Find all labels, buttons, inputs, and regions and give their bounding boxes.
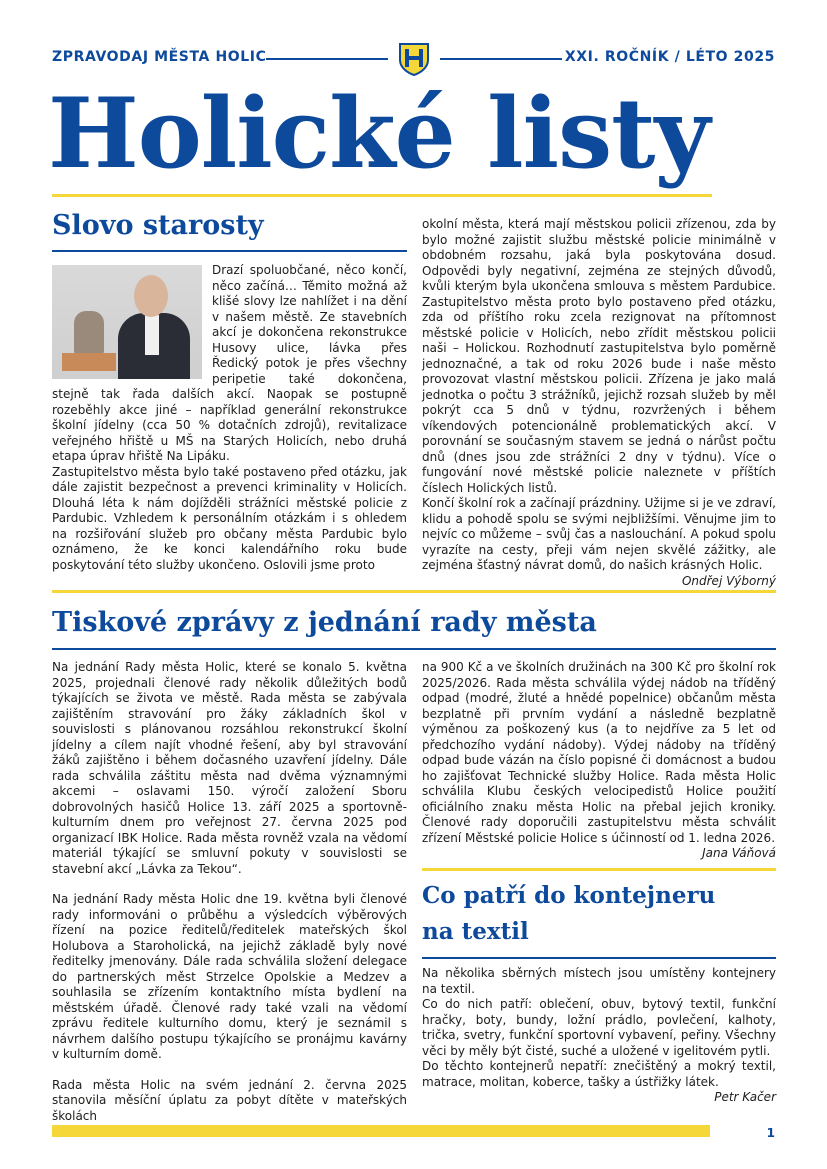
section-title-textil-line2: na textil: [422, 918, 529, 945]
section-title-slovo-starosty: Slovo starosty: [52, 210, 264, 241]
holice-crest-icon: [398, 42, 430, 76]
tiskove-paragraph-3: Rada města Holic na svém jednání 2. června 2025 stanovila měsíční úplatu za pobyt dítěte v mateřských školách: [52, 1077, 407, 1123]
section-divider: [52, 590, 776, 593]
slovo-paragraph-1: Drazí spoluobčané, něco končí, něco začíná… Těmito možná až klišé slovy lze nahlížet i na dění v našem městě. Ze stavebních akcí je dokončena rekonstrukce Husovy ulice, lávka přes Ředický potok je přes všechny peripetie také dokončena, stejně tak řada dalších akcí. Naopak se postupně rozeběhly akce jiné – například generální rekonstrukce školní jídelny (cca 50 % dotačních zdrojů), revitalizace veřejného hřiště u MŠ na Starých Holicích, nebo druhá etapa úprav hřiště Na Lipáku.: [52, 263, 407, 463]
page-number: 1: [766, 1126, 775, 1140]
textil-top-divider: [422, 868, 776, 871]
header-divider-left: [266, 58, 388, 60]
slovo-left-column: [52, 263, 407, 573]
tiskove-paragraph-4: na 900 Kč a ve školních družinách na 300 Kč pro školní rok 2025/2026. Rada města schválila výdej nádob na tříděný odpad (modré, žluté a hnědé popelnice) občanům města bezplatně při prvním vydání a následně bezplatně výměnou za poškozený kus (a to nejdříve za 5 let od předchozího vydání nádoby). Výdej nádoby na tříděný odpad bude vázán na číslo popisné či domácnost a budou ho zajišťovat Technické služby Holice. Rada města Holic schválila Klubu českých velocipedistů Holice použití oficiálního znaku města Holic na přebal jejich kroniky. Členové rady doporučili zastupitelstvu města schválit zřízení Městské policie Holice s účinností od 1. ledna 2026.: [422, 660, 776, 845]
section-title-textil-line1: Co patří do kontejneru: [422, 882, 716, 909]
slovo-paragraph-4: Končí školní rok a začínají prázdniny. Užijme si je ve zdraví, klidu a pohodě spolu se svými nejbližšími. Věnujme jim to nejvíc co můžeme – svůj čas a naslouchání. A pokud spolu vyrazíte na cesty, přeji vám nejen skvělé zážitky, ale zejména šťastný návrat domů, do našich krásných Holic.: [422, 496, 776, 572]
tiskove-paragraph-1: Na jednání Rady města Holic, které se konalo 5. května 2025, projednali členové rady několik důležitých bodů týkajících se života ve městě. Rada města se zabývala zajištěním stravování pro žáky základních škol v souvislosti s plánovanou rozsáhlou rekonstrukcí školní jídelny a cílem najít vhodné řešení, aby byl stravování žáků zajištěno i během dočasného uzavření jídelny. Dále rada schválila záštitu města nad dvěma významnými akcemi – oslavami 150. výročí založení Sboru dobrovolných hasičů Holice 13. září 2025 a sportovně-kulturním dnem pro veřejnost 27. června 2025 pod organizací IBK Holice. Rada města rovněž vzala na vědomí materiál týkající se smluvní pokuty v souvislosti se stavební akcí „Lávka za Tekou“.: [52, 660, 407, 876]
section-underline-textil: [422, 957, 776, 959]
slovo-signature: Ondřej Výborný: [681, 573, 776, 588]
section-underline-slovo: [52, 250, 407, 252]
slovo-right-column: [422, 217, 776, 589]
publication-name: ZPRAVODAJ MĚSTA HOLIC: [52, 49, 267, 65]
slovo-paragraph-2: Zastupitelstvo města bylo také postaveno před otázku, jak dále zajistit bezpečnost a prevenci kriminality v Holicích. Dlouhá léta k nám dojížděli strážníci městské policie z Pardubic. Vzhledem k personálním otázkám i s ohledem na rozšiřování služeb pro občany města Pardubic bylo oznámeno, že ke konci kalendářního roku bude poskytování této služby ukončeno. Oslovili jsme proto: [52, 464, 407, 572]
tiskove-right-column: [422, 660, 776, 862]
slovo-paragraph-3: okolní města, která mají městskou policii zřízenou, zda by bylo možné zajistit službu městské policie minimálně v obdobném rozsahu, jaká byla poskytována dosud. Odpovědi byly negativní, zejména ze stejných důvodů, kvůli kterým byla ukončena smlouva s městem Pardubice. Zastupitelstvo města proto bylo postaveno před otázku, zda od příštího roku zcela rezignovat na přítomnost městské policie v Holicích, nebo zřídit městskou policii naši – Holickou. Rozhodnutí zastupitelstva bylo poměrně jednoznačné, a tak od roku 2026 bude i naše město provozovat vlastní městskou policii. Zřízena je jako malá jednotka o počtu 3 strážníků, jejichž rozsah služeb by měl pokrýt cca 5 dnů v týdnu, rozvržených i během víkendových potencionálně problematických akcí. V porovnání se současným stavem se jedná o nárůst počtu dnů (dnes jsou zde strážníci 2 dny v týdnu). Více o fungování nové městské policie naleznete v příštích číslech Holických listů.: [422, 217, 776, 495]
section-underline-tiskove: [52, 648, 776, 650]
textil-signature: Petr Kačer: [714, 1090, 776, 1104]
issue-volume: XXI. ROČNÍK / LÉTO 2025: [564, 49, 775, 65]
tiskove-signature: Jana Váňová: [702, 846, 776, 860]
mayor-photo: [52, 265, 202, 379]
textil-paragraph-3: Do těchto kontejnerů nepatří: znečištěný a mokrý textil, matrace, molitan, koberce, tašky a ústřižky látek.: [422, 1059, 776, 1089]
textil-paragraph-2: Co do nich patří: oblečení, obuv, bytový textil, funkční hračky, boty, bundy, ložní prádlo, povlečení, kalhoty, trička, svetry, funkční sportovní vybavení, peřiny. Všechny věci by měly být čisté, suché a uložené v igelitovém pytli.: [422, 997, 776, 1058]
masthead-title: Holické listy: [48, 77, 710, 190]
tiskove-paragraph-2: Na jednání Rady města Holic dne 19. května byli členové rady informováni o průběhu a výsledcích výběrových řízení na pozice ředitelů/ředitelek mateřských škol Holubova a Staroholická, na jejichž základě byly nové ředitelky jmenovány. Dále rada schválila složení delegace do partnerských měst Strzelce Opolskie a Medzev a souhlasila se zřízením kontaktního místa bydlení na městském úřadě. Členové rady také vzali na vědomí zprávu ředitele kulturního domu, který je seznámil s návrhem dalšího postupu týkajícího se pronájmu kavárny v kulturním domě.: [52, 892, 407, 1061]
header-divider-right: [440, 58, 562, 60]
footer-bar: [52, 1125, 710, 1137]
masthead-underline: [52, 194, 712, 197]
tiskove-left-column: [52, 660, 407, 1124]
textil-column: [422, 966, 776, 1106]
textil-paragraph-1: Na několika sběrných místech jsou umístěny kontejnery na textil.: [422, 966, 776, 996]
section-title-tiskove-zpravy: Tiskové zprávy z jednání rady města: [52, 607, 597, 638]
